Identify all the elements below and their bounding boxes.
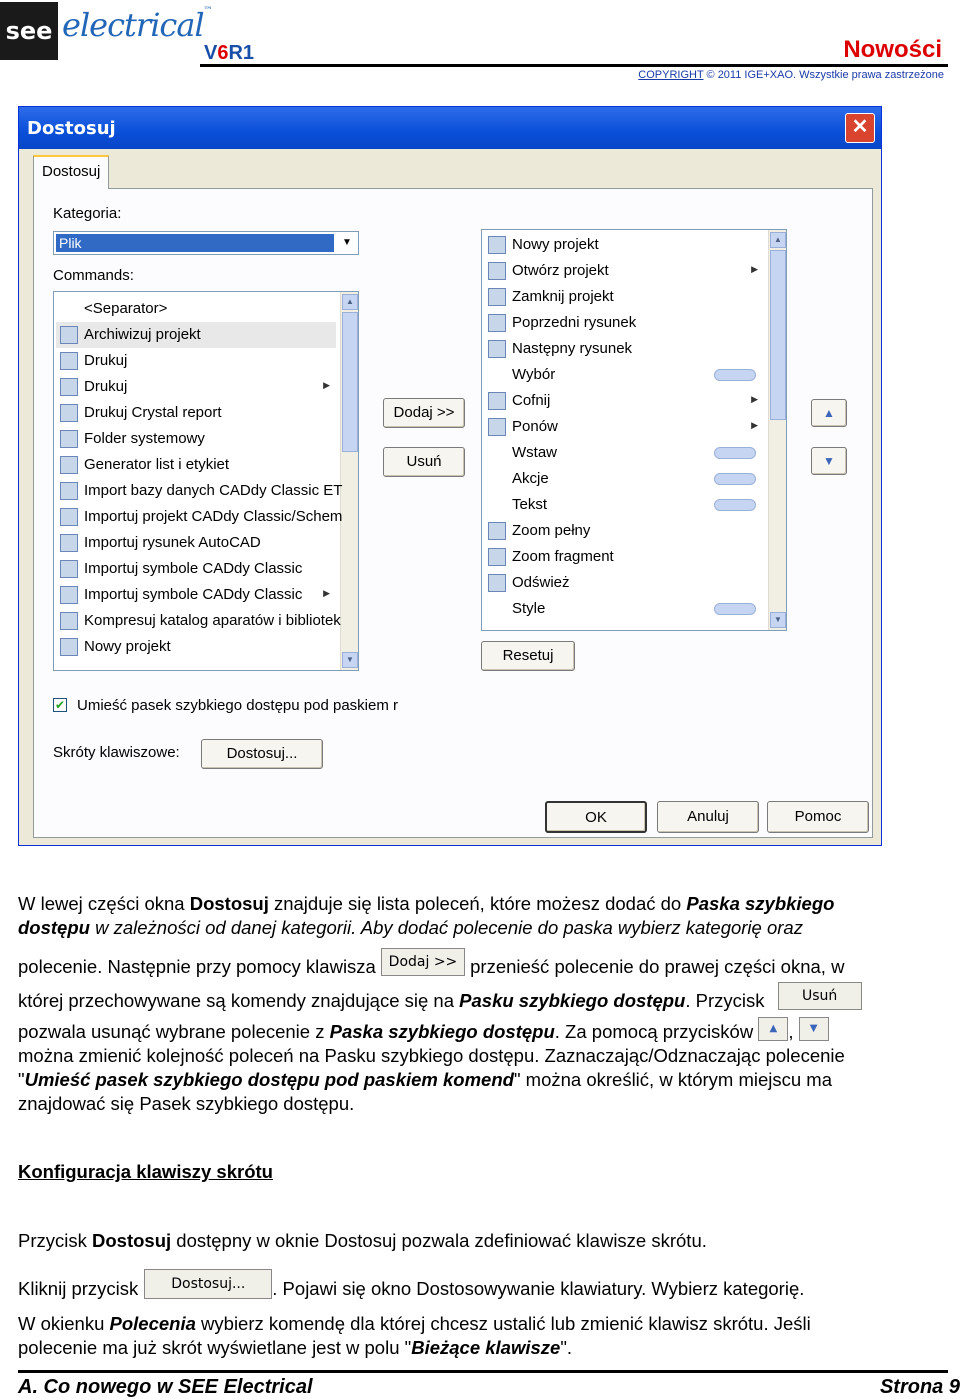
list-item-label: Odśwież [512, 574, 570, 591]
list-item[interactable] [56, 296, 336, 322]
paragraph-3: której przechowywane są komendy znajdujące się na Pasku szybkiego dostępu. Przycisk Usuń [18, 988, 948, 1016]
category-value: Plik [56, 234, 334, 252]
list-item[interactable] [484, 414, 764, 440]
list-item-label: Poprzedni rysunek [512, 314, 637, 331]
list-item-label: <Separator> [84, 300, 168, 317]
scroll-down-icon[interactable]: ▼ [770, 612, 786, 628]
import-folder-icon [60, 508, 78, 526]
section-heading: Konfiguracja klawiszy skrótu [18, 1161, 273, 1182]
list-item[interactable] [56, 634, 336, 660]
list-item-label: Archiwizuj projekt [84, 326, 201, 343]
list-item[interactable] [484, 492, 764, 518]
list-item[interactable] [484, 544, 764, 570]
dropdown-pill-icon[interactable] [714, 499, 756, 511]
list-item[interactable] [484, 232, 764, 258]
quick-access-list[interactable] [481, 229, 787, 631]
new-file-icon [60, 638, 78, 656]
autocad-icon [60, 534, 78, 552]
dialog-title: Dostosuj [19, 107, 881, 149]
scroll-down-icon[interactable]: ▼ [342, 652, 358, 668]
list-icon [60, 456, 78, 474]
footer-divider [18, 1370, 948, 1373]
archive-icon [60, 326, 78, 344]
category-select[interactable] [53, 231, 359, 255]
symbol-icon [60, 586, 78, 604]
move-up-button[interactable]: ▲ [811, 399, 847, 427]
list-item-label: Importuj projekt CADdy Classic/Schem [84, 508, 343, 525]
undo-icon [488, 392, 506, 410]
list-item-label: Otwórz projekt [512, 262, 609, 279]
help-button[interactable]: Pomoc [767, 801, 869, 833]
previous-icon [488, 314, 506, 332]
category-label: Kategoria: [53, 205, 122, 222]
folder-check-icon [60, 430, 78, 448]
list-item[interactable] [56, 452, 336, 478]
close-icon[interactable]: ✕ [845, 113, 875, 143]
list-item[interactable] [484, 310, 764, 336]
list-item[interactable] [484, 440, 764, 466]
paragraph-1: W lewej części okna Dostosuj znajduje się lista poleceń, które możesz dodać do Paska szybkiego dostępu w zależności od danej kategorii. Aby dodać polecenie do paska wybierz kategorię oraz [18, 893, 835, 938]
printer-icon [60, 352, 78, 370]
list-item[interactable] [484, 336, 764, 362]
submenu-arrow-icon: ▶ [751, 394, 758, 404]
list-item-label: Drukuj [84, 352, 128, 369]
list-item[interactable] [56, 608, 341, 634]
paragraph-5: można zmienić kolejność poleceń na Pasku szybkiego dostępu. Zaznaczając/Odznaczając polecenie [18, 1045, 845, 1066]
list-item-label: Nowy projekt [84, 638, 171, 655]
remove-button[interactable]: Usuń [383, 447, 465, 477]
copyright-link[interactable]: COPYRIGHT [638, 69, 704, 81]
next-icon [488, 340, 506, 358]
list-item-label: Cofnij [512, 392, 551, 409]
list-item-label: Wstaw [512, 444, 557, 461]
customize-shortcuts-button[interactable]: Dostosuj... [201, 739, 323, 769]
submenu-arrow-icon: ▶ [323, 380, 330, 390]
list-item[interactable] [56, 530, 336, 556]
version-label: V6R1 [204, 42, 255, 64]
list-item[interactable] [484, 388, 764, 414]
submenu-arrow-icon: ▶ [751, 264, 758, 274]
submenu-arrow-icon: ▶ [323, 588, 330, 598]
dropdown-pill-icon[interactable] [714, 447, 756, 459]
list-item[interactable] [56, 322, 336, 348]
shortcuts-label: Skróty klawiszowe: [53, 744, 180, 761]
customize-dialog [18, 106, 882, 846]
list-item[interactable] [484, 518, 764, 544]
tab-customize[interactable]: Dostosuj [33, 155, 109, 189]
list-item-label: Folder systemowy [84, 430, 205, 447]
list-item-label: Zamknij projekt [512, 288, 614, 305]
dropdown-pill-icon[interactable] [714, 603, 756, 615]
paragraph-7: znajdować się Pasek szybkiego dostępu. [18, 1093, 355, 1114]
list-item[interactable] [484, 362, 764, 388]
commands-scrollbar[interactable] [340, 292, 358, 670]
list-item[interactable] [56, 374, 336, 400]
scroll-up-icon[interactable]: ▲ [342, 294, 358, 310]
commands-label: Commands: [53, 267, 134, 284]
list-item-label: Importuj rysunek AutoCAD [84, 534, 261, 551]
footer-page-number: Strona 9 [879, 1376, 960, 1398]
report-icon [60, 404, 78, 422]
copyright: COPYRIGHT © 2011 IGE+XAO. Wszystkie prawa zastrzeżone [638, 69, 944, 81]
paragraph-6: "Umieść pasek szybkiego dostępu pod paskiem komend" można określić, w którym miejscu ma [18, 1069, 833, 1090]
inline-customize-button: Dostosuj... [144, 1269, 272, 1299]
list-item[interactable] [56, 504, 343, 530]
list-item-label: Następny rysunek [512, 340, 633, 357]
reset-button[interactable]: Resetuj [481, 641, 575, 671]
list-item[interactable] [56, 426, 336, 452]
inline-move-up-icon: ▲ [758, 1017, 788, 1041]
list-item[interactable] [484, 284, 764, 310]
list-item-label: Drukuj Crystal report [84, 404, 222, 421]
list-item-label: Kompresuj katalog aparatów i bibliotek [84, 612, 341, 629]
list-item-label: Zoom pełny [512, 522, 591, 539]
dropdown-pill-icon[interactable] [714, 369, 756, 381]
list-item-label: Wybór [512, 366, 556, 383]
paragraph-11: polecenie ma już skrót wyświetlane jest w polu "Bieżące klawisze". [18, 1337, 573, 1358]
list-item-label: Ponów [512, 418, 558, 435]
list-item-label: Importuj symbole CADdy Classic [84, 560, 303, 577]
quick-access-position-checkbox[interactable]: ✔ [54, 698, 66, 712]
see-electrical-logo: see electrical™ [0, 0, 200, 62]
list-item-label: Tekst [512, 496, 548, 513]
dropdown-pill-icon[interactable] [714, 473, 756, 485]
footer-section: A. Co nowego w SEE Electrical [18, 1376, 313, 1398]
list-item[interactable] [484, 258, 764, 284]
redo-icon [488, 418, 506, 436]
list-item[interactable] [484, 466, 764, 492]
checkbox-label: Umieść pasek szybkiego dostępu pod paskiem r [77, 697, 398, 714]
header-divider [200, 64, 948, 67]
new-file-icon [488, 236, 506, 254]
compress-icon [60, 612, 78, 630]
move-down-button[interactable]: ▼ [811, 447, 847, 475]
zoom-full-icon [488, 522, 506, 540]
chevron-down-icon[interactable]: ▼ [337, 233, 357, 253]
list-item-label: Zoom fragment [512, 548, 614, 565]
symbol-icon [60, 560, 78, 578]
inline-remove-button: Usuń [778, 982, 862, 1010]
ok-button[interactable]: OK [545, 801, 647, 833]
close-folder-icon [488, 288, 506, 306]
paragraph-10: W okienku Polecenia wybierz komendę dla której chcesz ustalić lub zmienić klawisz skrótu. Jeśli [18, 1313, 811, 1334]
scroll-up-icon[interactable]: ▲ [770, 232, 786, 248]
add-button[interactable]: Dodaj >> [383, 398, 465, 428]
list-item[interactable] [56, 478, 343, 504]
scroll-thumb[interactable] [342, 312, 358, 452]
paragraph-9: Kliknij przycisk Dostosuj... . Pojawi się okno Dostosowywanie klawiatury. Wybierz kategorię. [18, 1275, 948, 1305]
refresh-icon [488, 574, 506, 592]
zoom-fragment-icon [488, 548, 506, 566]
list-item-label: Drukuj [84, 378, 128, 395]
list-item[interactable] [56, 348, 336, 374]
paragraph-4: pozwala usunąć wybrane polecenie z Paska szybkiego dostępu. Za pomocą przycisków ▲ , ▼ [18, 1020, 948, 1045]
inline-add-button: Dodaj >> [381, 948, 465, 976]
list-item[interactable] [56, 400, 336, 426]
list-item-label: Akcje [512, 470, 549, 487]
paragraph-2: polecenie. Następnie przy pomocy klawisza Dodaj >> przenieść polecenie do prawej części okna, w [18, 954, 948, 982]
page-title: Nowości [843, 36, 942, 63]
list-item[interactable] [484, 570, 764, 596]
list-item[interactable] [484, 596, 764, 622]
commands-list[interactable] [53, 291, 359, 671]
inline-move-down-icon: ▼ [799, 1017, 829, 1041]
open-folder-icon [488, 262, 506, 280]
printer-icon [60, 378, 78, 396]
toolbar-scrollbar[interactable] [768, 230, 786, 630]
paragraph-8: Przycisk Dostosuj dostępny w oknie Dostosuj pozwala zdefiniować klawisze skrótu. [18, 1230, 707, 1251]
list-item[interactable] [56, 582, 336, 608]
list-item-label: Generator list i etykiet [84, 456, 230, 473]
cancel-button[interactable]: Anuluj [657, 801, 759, 833]
list-item-label: Style [512, 600, 546, 617]
submenu-arrow-icon: ▶ [751, 420, 758, 430]
list-item-label: Import bazy danych CADdy Classic ET [84, 482, 343, 499]
scroll-thumb[interactable] [770, 250, 786, 420]
list-item-label: Nowy projekt [512, 236, 599, 253]
import-icon [60, 482, 78, 500]
list-item-label: Importuj symbole CADdy Classic [84, 586, 303, 603]
list-item[interactable] [56, 556, 336, 582]
